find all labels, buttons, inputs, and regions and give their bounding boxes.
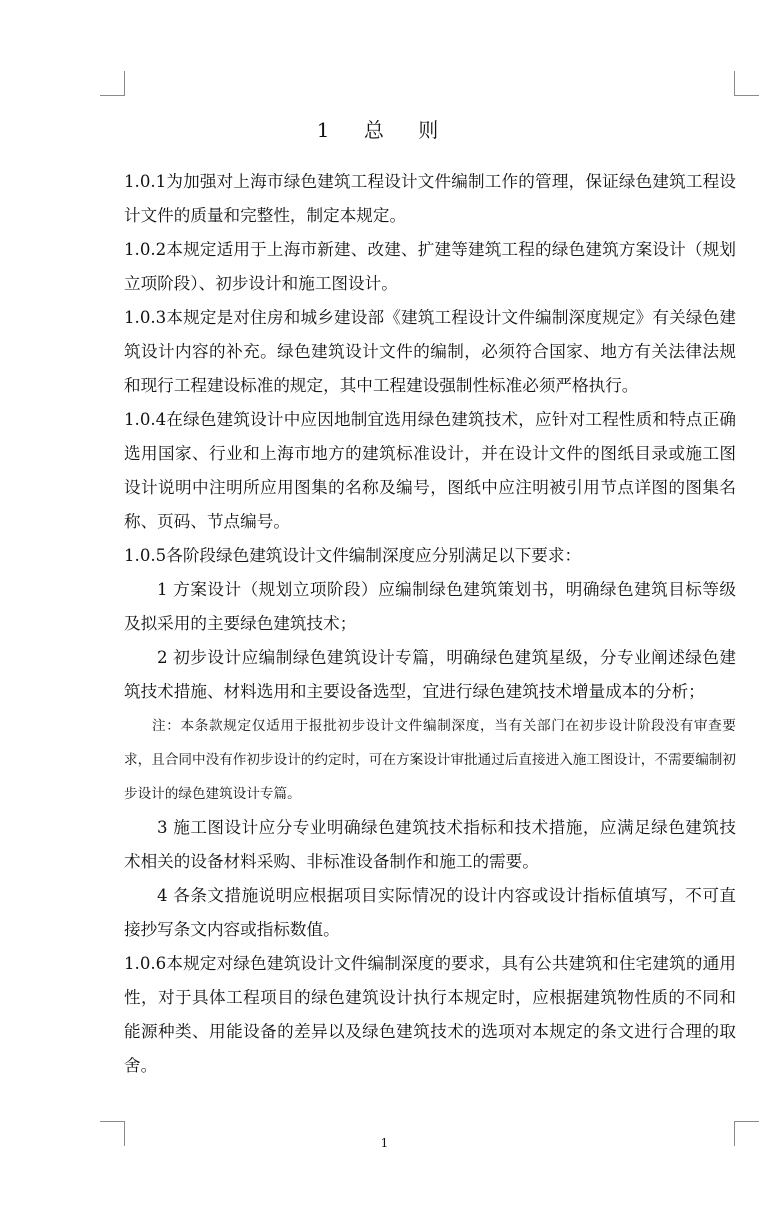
crop-mark-top-left — [100, 71, 125, 96]
crop-mark-top-right — [734, 71, 759, 96]
document-body — [124, 165, 736, 1083]
clause-1-0-5-item-2: 2 初步设计应编制绿色建筑设计专篇，明确绿色建筑星级，分专业阐述绿色建筑技术措施、材料选用和主要设备选型，宜进行绿色建筑技术增量成本的分析； — [124, 648, 736, 701]
clause-1-0-3: 1.0.3本规定是对住房和城乡建设部《建筑工程设计文件编制深度规定》有关绿色建筑设计内容的补充。绿色建筑设计文件的编制，必须符合国家、地方有关法律法规和现行工程建设标准的规定，其中工程建设强制性标准必须严格执行。 — [124, 308, 736, 395]
clause-1-0-5-item-4: 4 各条文措施说明应根据项目实际情况的设计内容或设计指标值填写，不可直接抄写条文内容或指标数值。 — [124, 886, 736, 939]
page-number: 1 — [380, 1136, 389, 1150]
chapter-title: 1 总 则 — [316, 118, 453, 142]
clause-1-0-4: 1.0.4在绿色建筑设计中应因地制宜选用绿色建筑技术，应针对工程性质和特点正确选用国家、行业和上海市地方的建筑标准设计，并在设计文件的图纸目录或施工图设计说明中注明所应用图集的名称及编号，图纸中应注明被引用节点详图的图集名称、页码、节点编号。 — [124, 410, 736, 531]
clause-1-0-2: 1.0.2本规定适用于上海市新建、改建、扩建等建筑工程的绿色建筑方案设计（规划立项阶段）、初步设计和施工图设计。 — [124, 240, 736, 293]
clause-1-0-5: 1.0.5各阶段绿色建筑设计文件编制深度应分别满足以下要求： — [124, 546, 582, 565]
clause-1-0-1: 1.0.1为加强对上海市绿色建筑工程设计文件编制工作的管理，保证绿色建筑工程设计文件的质量和完整性，制定本规定。 — [124, 172, 736, 225]
clause-1-0-5-item-3: 3 施工图设计应分专业明确绿色建筑技术指标和技术措施，应满足绿色建筑技术相关的设备材料采购、非标准设备制作和施工的需要。 — [124, 818, 736, 871]
clause-note: 注：本条款规定仅适用于报批初步设计文件编制深度，当有关部门在初步设计阶段没有审查要求，且合同中没有作初步设计的约定时，可在方案设计审批通过后直接进入施工图设计，不需要编制初步设计的绿色建筑设计专篇。 — [124, 718, 736, 802]
clause-1-0-5-item-1: 1 方案设计（规划立项阶段）应编制绿色建筑策划书，明确绿色建筑目标等级及拟采用的主要绿色建筑技术； — [124, 580, 736, 633]
clause-1-0-6: 1.0.6本规定对绿色建筑设计文件编制深度的要求，具有公共建筑和住宅建筑的通用性，对于具体工程项目的绿色建筑设计执行本规定时，应根据建筑物性质的不同和能源种类、用能设备的差异以及绿色建筑技术的选项对本规定的条文进行合理的取舍。 — [124, 954, 736, 1075]
